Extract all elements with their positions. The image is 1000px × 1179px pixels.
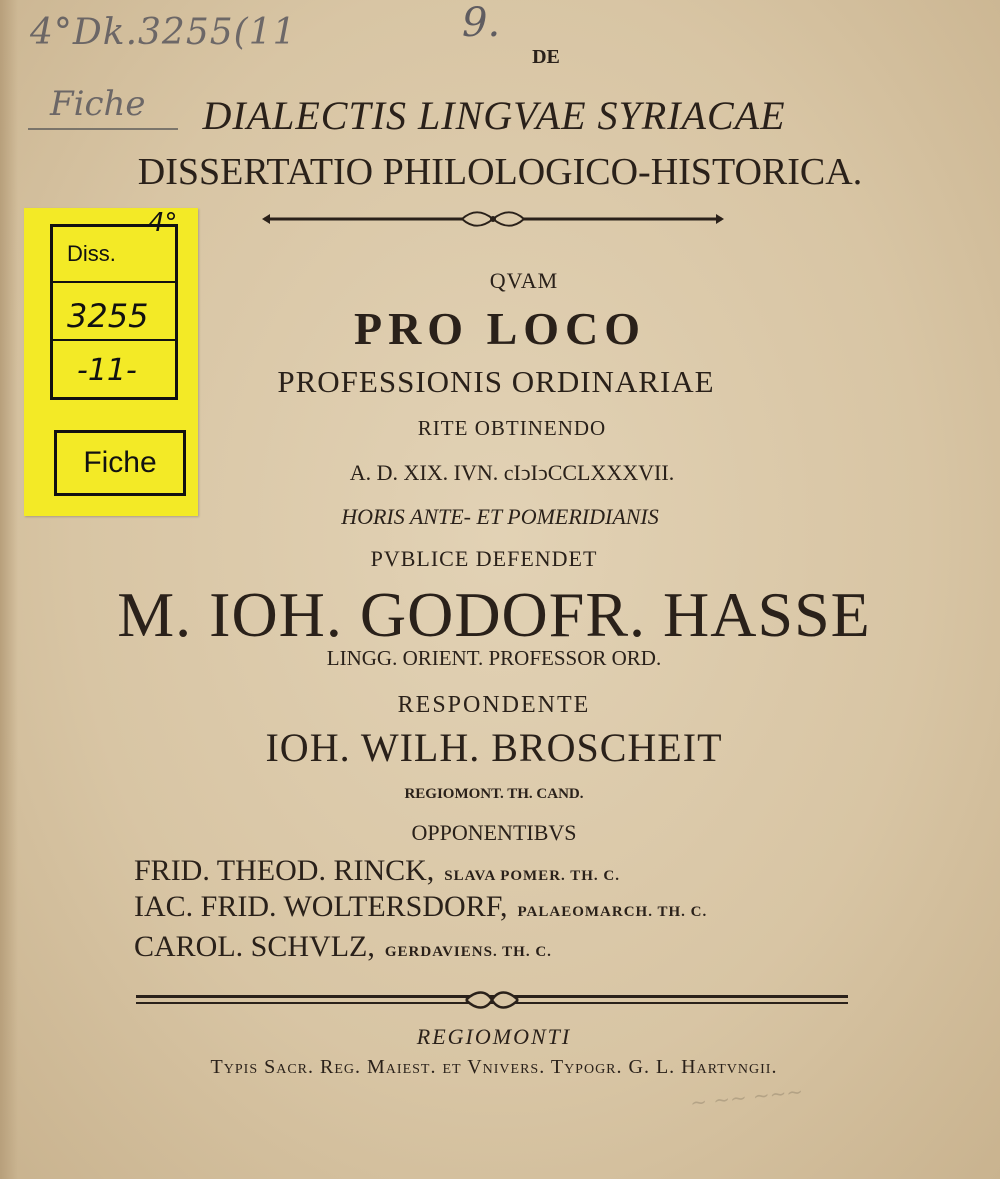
opponent-row	[134, 890, 707, 924]
handwritten-shelfmark: 4°Dk.3255(11	[30, 12, 297, 53]
faint-bleedthrough-scribble: ~ ~~ ~~~	[689, 1079, 805, 1115]
imprint-printer: Typis Sacr. Reg. Maiest. et Vnivers. Typogr. G. L. Hartvngii.	[210, 1056, 778, 1078]
diss-label: Diss.	[67, 241, 116, 266]
opponent-row	[134, 930, 552, 964]
opponent-origin: PALAEOMARCH. TH. C.	[517, 904, 708, 920]
quam: QVAM	[489, 268, 559, 293]
shelf-number: 3255	[67, 297, 149, 335]
opponent-row	[134, 854, 620, 888]
imprint-place: REGIOMONTI	[416, 1024, 572, 1049]
author-name: M. IOH. GODOFR. HASSE	[117, 579, 871, 650]
handwritten-page-number: 9.	[462, 0, 501, 46]
publice-defendet: PVBLICE DEFENDET	[370, 546, 598, 571]
defense-date: A. D. XIX. IVN. cIↄIↄCCLXXXVII.	[349, 460, 675, 485]
opponentibus: OPPONENTIBVS	[411, 820, 577, 845]
opponent-name: IAC. FRID. WOLTERSDORF,	[134, 890, 508, 923]
opponent-origin: SLAVA POMER. TH. C.	[444, 868, 621, 884]
respondent-title: REGIOMONT. TH. CAND.	[404, 786, 584, 802]
respondent-name: IOH. WILH. BROSCHEIT	[265, 725, 723, 770]
author-title: LINGG. ORIENT. PROFESSOR ORD.	[326, 646, 662, 670]
handwritten-fiche-note: Fiche	[50, 84, 146, 124]
title-line-2: DISSERTATIO PHILOLOGICO-HISTORICA.	[137, 151, 863, 193]
respondente: RESPONDENTE	[397, 692, 591, 718]
fiche-label: Fiche	[54, 430, 186, 496]
opponent-origin: GERDAVIENS. TH. C.	[384, 944, 552, 960]
ornamental-rule	[136, 990, 848, 1010]
opponent-name: CAROL. SCHVLZ,	[134, 930, 375, 963]
professionis: PROFESSIONIS ORDINARIAE	[277, 364, 715, 399]
horis: HORIS ANTE- ET POMERIDIANIS	[341, 504, 659, 529]
title-line-1: DIALECTIS LINGVAE SYRIACAE	[202, 93, 786, 138]
rite-obtinendo: RITE OBTINENDO	[417, 416, 607, 440]
format-mark: 4°	[148, 208, 178, 238]
volume-number: -11-	[77, 353, 137, 388]
ornamental-divider	[262, 210, 724, 228]
title-de: DE	[532, 46, 560, 68]
opponent-name: FRID. THEOD. RINCK,	[134, 854, 435, 887]
pro-loco: PRO LOCO	[353, 303, 647, 354]
